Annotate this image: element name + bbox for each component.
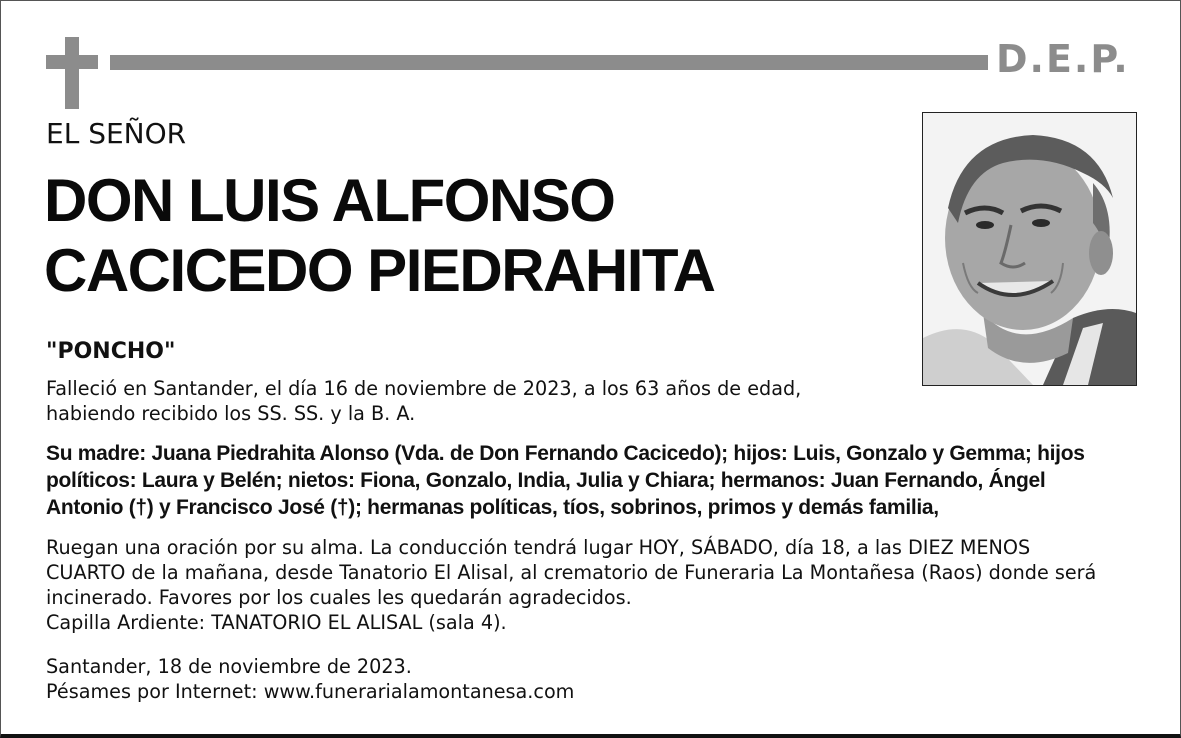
honorific-label: EL SEÑOR [46, 117, 187, 150]
chapel-line: Capilla Ardiente: TANATORIO EL ALISAL (sala 4). [46, 611, 507, 634]
prayer-line: Ruegan una oración por su alma. La conducción tendrá lugar HOY, SÁBADO, día 18, a las DIEZ MENOS [46, 536, 1031, 559]
prayer-line: CUARTO de la mañana, desde Tanatorio El Alisal, al crematorio de Funeraria La Montañesa (Raos) donde será [46, 561, 1097, 584]
name-line-2: CACICEDO PIEDRAHITA [44, 237, 715, 304]
name-line-1: DON LUIS ALFONSO [44, 167, 615, 234]
death-line: Falleció en Santander, el día 16 de noviembre de 2023, a los 63 años de edad, [46, 377, 802, 400]
death-line: habiendo recibido los SS. SS. y la B. A. [46, 402, 416, 425]
date-line: Santander, 18 de noviembre de 2023. [46, 655, 412, 678]
signature-block [46, 654, 574, 704]
family-list [46, 440, 1085, 521]
prayer-notice [46, 535, 1096, 635]
family-line: Su madre: Juana Piedrahita Alonso (Vda. de Don Fernando Cacicedo); hijos: Luis, Gonzalo y Gemma; hijos [46, 442, 1085, 465]
cross-icon [46, 37, 98, 109]
header-rule [110, 55, 988, 70]
family-line: Antonio (†) y Francisco José (†); hermanas políticas, tíos, sobrinos, primos y demás familia, [46, 496, 939, 519]
prayer-line: incinerado. Favores por los cuales les quedarán agradecidos. [46, 586, 632, 609]
deceased-name [44, 166, 714, 306]
deceased-photo [922, 112, 1137, 386]
family-line: políticos: Laura y Belén; nietos: Fiona, Gonzalo, India, Julia y Chiara; hermanos: Juan Fernando, Ángel [46, 469, 1046, 492]
nickname: "PONCHO" [46, 339, 176, 364]
death-notice [46, 376, 801, 426]
dep-label: D.E.P. [996, 37, 1130, 81]
condolence-link[interactable]: Pésames por Internet: www.funerarialamontanesa.com [46, 680, 575, 703]
